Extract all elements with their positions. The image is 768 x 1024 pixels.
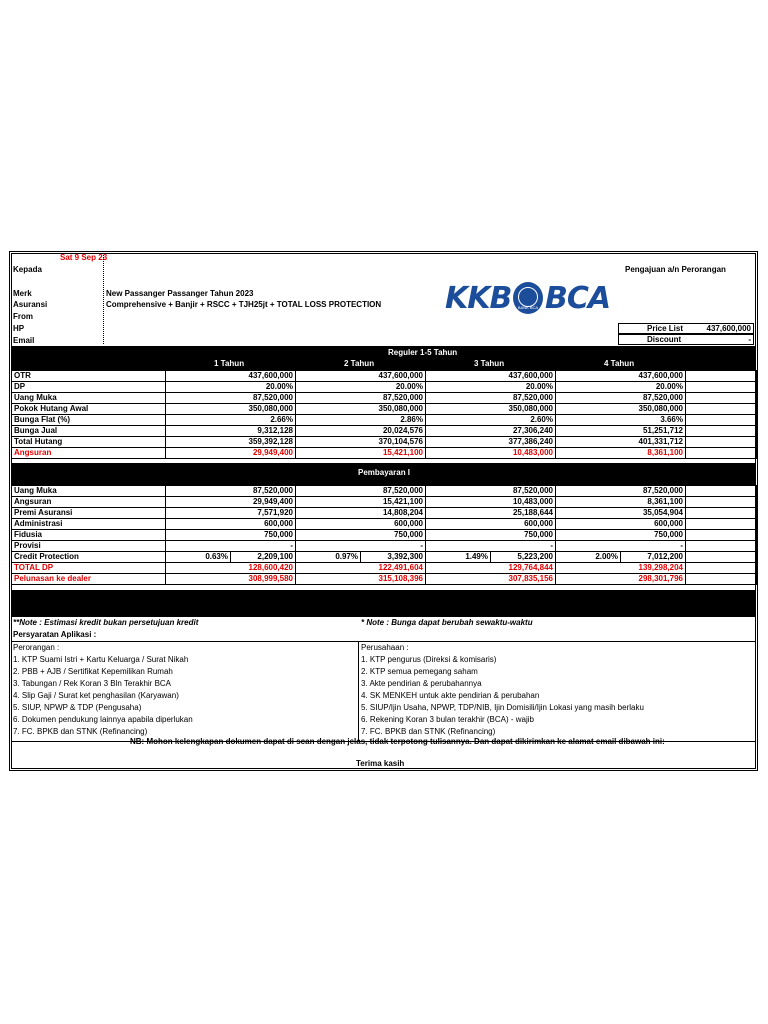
cell-value: 27,306,240 <box>426 426 556 437</box>
cell-value: 87,520,000 <box>556 393 686 404</box>
table-row <box>12 486 757 497</box>
cell-value: 20.00% <box>426 382 556 393</box>
empty-cell <box>686 404 757 415</box>
price-list-value: 437,600,000 <box>706 324 751 333</box>
year-2-header: 2 Tahun <box>344 359 375 368</box>
row-label: Premi Asuransi <box>12 508 166 519</box>
cell-value: 308,999,580 <box>166 574 296 585</box>
table-row <box>12 508 757 519</box>
table-row <box>12 393 757 404</box>
empty-cell <box>686 448 757 459</box>
cell-value: 350,080,000 <box>296 404 426 415</box>
cell-value: 437,600,000 <box>296 371 426 382</box>
row-label: Total Hutang <box>12 437 166 448</box>
cell-value: 370,104,576 <box>296 437 426 448</box>
cell-value: 10,483,000 <box>426 448 556 459</box>
table-row <box>12 541 757 552</box>
table-row <box>12 371 757 382</box>
perorangan-title: Perorangan : <box>13 643 60 652</box>
empty-cell <box>686 393 757 404</box>
cell-value: 750,000 <box>426 530 556 541</box>
list-item: 2. PBB + AJB / Sertifikat Kepemilikan Rumah <box>13 667 173 676</box>
cell-value: 87,520,000 <box>556 486 686 497</box>
cell-value: - <box>296 541 426 552</box>
pembayaran-title: Pembayaran I <box>358 468 411 477</box>
row-label: Pokok Hutang Awal <box>12 404 166 415</box>
table-row <box>12 552 757 563</box>
cell-value: - <box>426 541 556 552</box>
cell-value: 2.86% <box>296 415 426 426</box>
empty-cell <box>686 437 757 448</box>
table-row <box>12 415 757 426</box>
reguler-title: Reguler 1-5 Tahun <box>388 348 458 357</box>
cell-value: 15,421,100 <box>296 448 426 459</box>
rate-value: 1.49% <box>426 552 491 563</box>
cell-value: 29,949,400 <box>166 448 296 459</box>
cell-value: 20.00% <box>166 382 296 393</box>
cell-value: 359,392,128 <box>166 437 296 448</box>
empty-cell <box>686 382 757 393</box>
cell-value: 2.66% <box>166 415 296 426</box>
seal-caption: BANK BCA <box>517 305 539 310</box>
cell-value: 87,520,000 <box>296 486 426 497</box>
table-row <box>12 530 757 541</box>
rate-value: 0.63% <box>166 552 231 563</box>
year-3-header: 3 Tahun <box>474 359 505 368</box>
cell-value: 25,188,644 <box>426 508 556 519</box>
list-item: 4. SK MENKEH untuk akte pendirian & perubahan <box>361 691 540 700</box>
empty-cell <box>686 508 757 519</box>
cell-value: 437,600,000 <box>556 371 686 382</box>
list-item: 3. Akte pendirian & perubahannya <box>361 679 482 688</box>
row-label: Angsuran <box>12 448 166 459</box>
year-4-header: 4 Tahun <box>604 359 635 368</box>
cell-value: 350,080,000 <box>556 404 686 415</box>
year-1-header: 1 Tahun <box>214 359 245 368</box>
discount-label: Discount <box>647 335 682 344</box>
pengajuan-label: Pengajuan a/n Perorangan <box>625 265 726 274</box>
list-item: 6. Rekening Koran 3 bulan terakhir (BCA) - wajib <box>361 715 534 724</box>
empty-cell <box>686 497 757 508</box>
merk-label: Merk <box>13 289 32 298</box>
nb-note: NB: Mohon kelengkapan dokumen dapat di scan dengan jelas, tidak terpotong tulisannya. Dan dapat dikirimkan ke alamat email dibawah ini: <box>130 737 665 746</box>
row-label: Fidusia <box>12 530 166 541</box>
table-row <box>12 519 757 530</box>
cell-value: 600,000 <box>556 519 686 530</box>
table-row <box>12 382 757 393</box>
cell-value: 350,080,000 <box>426 404 556 415</box>
cell-value: 2,209,100 <box>231 552 296 563</box>
hp-label: HP <box>13 324 25 333</box>
list-item: 5. SIUP/Ijin Usaha, NPWP, TDP/NIB, Ijin Domisili/Ijin Lokasi yang masih berlaku <box>361 703 644 712</box>
cell-value: 7,012,200 <box>621 552 686 563</box>
cell-value: 129,764,844 <box>426 563 556 574</box>
cell-value: 128,600,420 <box>166 563 296 574</box>
cell-value: 750,000 <box>166 530 296 541</box>
cell-value: 15,421,100 <box>296 497 426 508</box>
cell-value: 8,361,100 <box>556 448 686 459</box>
empty-cell <box>686 541 757 552</box>
table-row <box>12 404 757 415</box>
cell-value: 8,361,100 <box>556 497 686 508</box>
asuransi-label: Asuransi <box>13 300 48 309</box>
cell-value: 87,520,000 <box>426 393 556 404</box>
cell-value: 29,949,400 <box>166 497 296 508</box>
cell-value: 87,520,000 <box>166 486 296 497</box>
asuransi-value: Comprehensive + Banjir + RSCC + TJH25jt + TOTAL LOSS PROTECTION <box>106 300 382 309</box>
cell-value: 350,080,000 <box>166 404 296 415</box>
discount-box <box>618 334 754 345</box>
reguler-band <box>11 346 756 370</box>
perusahaan-title: Perusahaan : <box>361 643 409 652</box>
row-label: Bunga Flat (%) <box>12 415 166 426</box>
cell-value: 600,000 <box>296 519 426 530</box>
blank-band <box>11 590 756 617</box>
cell-value: 7,571,920 <box>166 508 296 519</box>
perusahaan-list <box>361 642 753 741</box>
price-list-box <box>618 323 754 334</box>
cell-value: 600,000 <box>166 519 296 530</box>
empty-cell <box>686 574 757 585</box>
row-label: TOTAL DP <box>12 563 166 574</box>
table-row <box>12 426 757 437</box>
empty-cell <box>686 530 757 541</box>
cell-value: 401,331,712 <box>556 437 686 448</box>
empty-cell <box>686 519 757 530</box>
cell-value: 87,520,000 <box>426 486 556 497</box>
list-item: 1. KTP Suami Istri + Kartu Keluarga / Surat Nikah <box>13 655 189 664</box>
logo-bca-text: BCA <box>545 281 611 316</box>
table-row <box>12 563 757 574</box>
discount-value: - <box>748 335 751 344</box>
kepada-label: Kepada <box>13 265 42 274</box>
row-label: Credit Protection <box>12 552 166 563</box>
table-row <box>12 574 757 585</box>
row-label: Angsuran <box>12 497 166 508</box>
list-item: 4. Slip Gaji / Surat ket penghasilan (Karyawan) <box>13 691 179 700</box>
email-label: Email <box>13 336 35 345</box>
cell-value: - <box>556 541 686 552</box>
cell-value: 20.00% <box>556 382 686 393</box>
price-list-label: Price List <box>647 324 684 333</box>
cell-value: 307,835,156 <box>426 574 556 585</box>
pembayaran-table <box>11 485 757 585</box>
reguler-table <box>11 370 757 459</box>
cell-value: 20,024,576 <box>296 426 426 437</box>
cell-value: 3,392,300 <box>361 552 426 563</box>
cell-value: 377,386,240 <box>426 437 556 448</box>
merk-value: New Passanger Passanger Tahun 2023 <box>106 289 254 298</box>
cell-value: 315,108,396 <box>296 574 426 585</box>
persyaratan-label: Persyaratan Aplikasi : <box>13 630 97 639</box>
table-row <box>12 437 757 448</box>
list-item: 6. Dokumen pendukung lainnya apabila diperlukan <box>13 715 193 724</box>
rate-value: 2.00% <box>556 552 621 563</box>
cell-value: 600,000 <box>426 519 556 530</box>
table-row <box>12 497 757 508</box>
empty-cell <box>686 552 757 563</box>
list-item: 2. KTP semua pemegang saham <box>361 667 478 676</box>
cell-value: 35,054,904 <box>556 508 686 519</box>
cell-value: 437,600,000 <box>166 371 296 382</box>
row-label: DP <box>12 382 166 393</box>
cell-value: 3.66% <box>556 415 686 426</box>
list-item: 7. FC. BPKB dan STNK (Refinancing) <box>13 727 148 736</box>
cell-value: 750,000 <box>296 530 426 541</box>
empty-cell <box>686 486 757 497</box>
cell-value: 122,491,604 <box>296 563 426 574</box>
list-item: 7. FC. BPKB dan STNK (Refinancing) <box>361 727 496 736</box>
empty-cell <box>686 426 757 437</box>
cell-value: 139,298,204 <box>556 563 686 574</box>
row-label: Uang Muka <box>12 486 166 497</box>
rate-value: 0.97% <box>296 552 361 563</box>
empty-cell <box>686 563 757 574</box>
bca-seal-icon <box>513 282 543 314</box>
pembayaran-band <box>11 463 756 485</box>
thanks-text: Terima kasih <box>356 759 405 768</box>
list-item: 1. KTP pengurus (Direksi & komisaris) <box>361 655 497 664</box>
cell-value: 10,483,000 <box>426 497 556 508</box>
list-item: 5. SIUP, NPWP & TDP (Pengusaha) <box>13 703 142 712</box>
cell-value: 9,312,128 <box>166 426 296 437</box>
cell-value: 437,600,000 <box>426 371 556 382</box>
cell-value: 750,000 <box>556 530 686 541</box>
requirements-divider <box>358 642 359 741</box>
logo-kkb-text: KKB <box>445 281 512 316</box>
cell-value: 14,808,204 <box>296 508 426 519</box>
table-row <box>12 448 757 459</box>
row-label: Provisi <box>12 541 166 552</box>
cell-value: 87,520,000 <box>296 393 426 404</box>
cell-value: 2.60% <box>426 415 556 426</box>
list-item: 3. Tabungan / Rek Koran 3 Bln Terakhir BCA <box>13 679 172 688</box>
row-label: Uang Muka <box>12 393 166 404</box>
cell-value: 87,520,000 <box>166 393 296 404</box>
row-label: Bunga Jual <box>12 426 166 437</box>
row-label: Pelunasan ke dealer <box>12 574 166 585</box>
date-label: Sat 9 Sep 23 <box>60 253 108 262</box>
header-dotted-divider <box>103 253 105 344</box>
note-bunga: * Note : Bunga dapat berubah sewaktu-waktu <box>361 618 533 627</box>
from-label: From <box>13 312 33 321</box>
cell-value: - <box>166 541 296 552</box>
empty-cell <box>686 371 757 382</box>
cell-value: 20.00% <box>296 382 426 393</box>
cell-value: 5,223,200 <box>491 552 556 563</box>
perorangan-list <box>13 642 353 741</box>
cell-value: 51,251,712 <box>556 426 686 437</box>
row-label: Administrasi <box>12 519 166 530</box>
empty-cell <box>686 415 757 426</box>
cell-value: 298,301,796 <box>556 574 686 585</box>
row-label: OTR <box>12 371 166 382</box>
note-estimasi: **Note : Estimasi kredit bukan persetujuan kredit <box>13 618 199 627</box>
requirements-box <box>11 641 756 742</box>
